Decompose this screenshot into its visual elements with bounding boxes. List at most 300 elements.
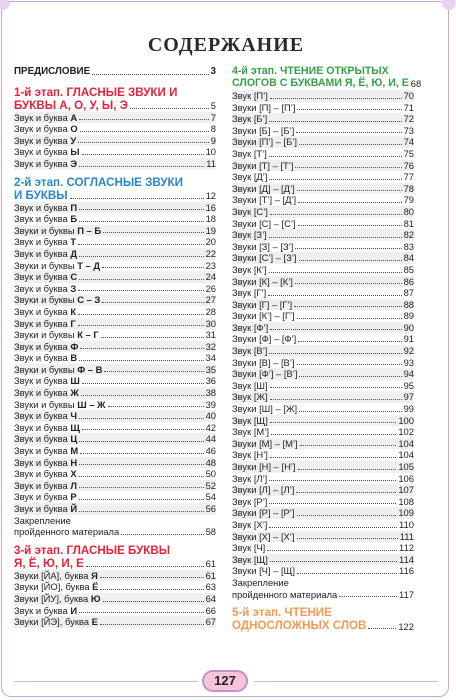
toc-entry[interactable] bbox=[232, 484, 414, 496]
toc-entry-letter: Ф – В bbox=[77, 363, 103, 375]
toc-entry-label: Звуки [Р] – [Р’] bbox=[232, 507, 295, 519]
toc-entry[interactable] bbox=[232, 310, 414, 322]
toc-entry[interactable] bbox=[14, 468, 216, 480]
toc-page-number: 122 bbox=[398, 620, 414, 632]
dot-leader bbox=[269, 121, 401, 122]
dot-leader bbox=[297, 364, 402, 365]
toc-entry-label: Звуки [С] – [С’] bbox=[232, 217, 296, 229]
dot-leader bbox=[268, 295, 401, 296]
page-number-badge: 127 bbox=[202, 670, 248, 692]
toc-entry[interactable] bbox=[14, 445, 216, 457]
toc-entry-text: Звук и буква bbox=[14, 387, 71, 399]
toc-entry[interactable] bbox=[14, 480, 216, 492]
corner-ornament-top-right bbox=[442, 0, 456, 10]
toc-entry-letter: Е bbox=[91, 616, 98, 628]
toc-entry-text: Звук и буква bbox=[14, 352, 71, 364]
toc-entry[interactable] bbox=[14, 616, 216, 628]
toc-page-number: 48 bbox=[205, 456, 216, 468]
dot-leader bbox=[79, 499, 204, 500]
toc-entry-label bbox=[14, 158, 77, 170]
toc-entry-label: Звуки [Ф] – [Ф’] bbox=[232, 333, 297, 345]
toc-entry[interactable] bbox=[14, 410, 216, 422]
toc-entry[interactable] bbox=[232, 136, 414, 148]
footer-rule-left bbox=[14, 681, 198, 682]
toc-page-number: 106 bbox=[398, 472, 414, 484]
toc-entry[interactable] bbox=[232, 461, 414, 473]
toc-page-number: 52 bbox=[205, 479, 216, 491]
toc-page-number: 73 bbox=[403, 124, 414, 136]
toc-entry-text: Звук и буква bbox=[14, 410, 71, 422]
toc-entry[interactable] bbox=[232, 403, 414, 415]
toc-page-number: 81 bbox=[403, 217, 414, 229]
toc-page-number: 23 bbox=[205, 259, 216, 271]
toc-page-number: 8 bbox=[210, 123, 216, 135]
toc-entry[interactable] bbox=[14, 375, 216, 387]
toc-entry-label bbox=[14, 225, 101, 237]
toc-entry-text: Звук и буква bbox=[14, 134, 71, 146]
review-entry[interactable] bbox=[14, 526, 216, 538]
dot-leader bbox=[79, 476, 204, 477]
toc-entry-text: Звуки и буквы bbox=[14, 294, 78, 306]
page-title: СОДЕРЖАНИЕ bbox=[147, 34, 305, 56]
section-heading-row[interactable] bbox=[14, 544, 216, 557]
dot-leader bbox=[270, 457, 396, 458]
toc-entry[interactable] bbox=[14, 112, 216, 124]
toc-entry-text: Звук и буква bbox=[14, 375, 71, 387]
toc-entry-label: Звук [Щ] bbox=[232, 553, 268, 565]
toc-page-number: 74 bbox=[403, 136, 414, 148]
toc-page-number: 30 bbox=[205, 317, 216, 329]
toc-page-number: 108 bbox=[398, 495, 414, 507]
toc-entry-label: Звуки [Т’] – [Д’] bbox=[232, 194, 297, 206]
dot-leader bbox=[101, 337, 204, 338]
dot-leader bbox=[297, 190, 402, 191]
toc-entry[interactable] bbox=[14, 158, 216, 170]
toc-entry-letter: П – Б bbox=[77, 224, 102, 236]
dot-leader bbox=[80, 453, 203, 454]
toc-entry-label bbox=[14, 445, 78, 457]
toc-entry[interactable] bbox=[232, 449, 414, 461]
toc-entry[interactable] bbox=[232, 542, 414, 554]
dot-leader bbox=[270, 399, 402, 400]
toc-entry[interactable] bbox=[14, 503, 216, 515]
toc-entry[interactable] bbox=[14, 399, 216, 411]
toc-entry[interactable] bbox=[232, 287, 414, 299]
toc-entry-label bbox=[14, 318, 76, 330]
review-entry-label: пройденного материала bbox=[14, 526, 120, 538]
toc-entry[interactable] bbox=[232, 345, 414, 357]
toc-entry-label bbox=[14, 457, 77, 469]
toc-entry-label: Звуки [Д] – [Д’] bbox=[232, 182, 295, 194]
toc-entry-preface[interactable] bbox=[14, 66, 216, 78]
dot-leader bbox=[103, 232, 203, 233]
toc-entry[interactable] bbox=[14, 283, 216, 295]
toc-page-number: 104 bbox=[398, 449, 414, 461]
toc-entry-label: Звуки [Л] – [Л’] bbox=[232, 484, 295, 496]
dot-leader bbox=[79, 256, 204, 257]
dot-leader bbox=[269, 480, 396, 481]
toc-entry-label bbox=[14, 112, 77, 124]
toc-entry-label bbox=[14, 123, 78, 135]
toc-entry-text: Звук и буква bbox=[14, 247, 71, 259]
toc-entry-letter: С bbox=[70, 271, 78, 283]
toc-entry-text: Звук и буква bbox=[14, 479, 71, 491]
toc-page-number: 40 bbox=[205, 410, 216, 422]
toc-entry-text: Звук и буква bbox=[14, 445, 71, 457]
toc-entry-letter: К bbox=[70, 305, 77, 317]
dot-leader bbox=[78, 325, 204, 326]
toc-entry[interactable] bbox=[232, 160, 414, 172]
toc-entry[interactable] bbox=[232, 90, 414, 102]
toc-entry-text: Звук и буква bbox=[14, 340, 71, 352]
toc-entry[interactable] bbox=[14, 605, 216, 617]
toc-entry-text: Звук и буква bbox=[14, 317, 71, 329]
toc-entry-text: Звук и буква bbox=[14, 421, 71, 433]
toc-page-number: 77 bbox=[403, 171, 414, 183]
toc-entry-label: Звук [Ч] bbox=[232, 542, 266, 554]
toc-entry[interactable] bbox=[14, 364, 216, 376]
toc-entry[interactable] bbox=[232, 333, 414, 345]
toc-entry-letter: Й bbox=[70, 503, 78, 514]
toc-entry[interactable] bbox=[232, 519, 414, 531]
toc-entry[interactable] bbox=[232, 229, 414, 241]
toc-entry-text: Звуки и буквы bbox=[14, 259, 78, 271]
toc-page-number: 68 bbox=[410, 78, 422, 90]
toc-entry[interactable] bbox=[232, 438, 414, 450]
dot-leader bbox=[298, 225, 402, 226]
toc-entry[interactable] bbox=[232, 496, 414, 508]
toc-entry[interactable] bbox=[14, 123, 216, 135]
toc-page-number: 76 bbox=[403, 159, 414, 171]
toc-entry[interactable] bbox=[232, 380, 414, 392]
toc-entry[interactable] bbox=[232, 218, 414, 230]
toc-entry-label: Звук [П’] bbox=[232, 90, 268, 101]
toc-page-number: 26 bbox=[205, 282, 216, 294]
toc-entry-label bbox=[14, 375, 80, 387]
toc-page-number: 10 bbox=[205, 146, 216, 158]
dot-leader bbox=[78, 314, 204, 315]
dot-leader bbox=[121, 534, 203, 535]
toc-entry-text: Звуки и буквы bbox=[14, 329, 78, 341]
toc-page-number: 107 bbox=[398, 484, 414, 496]
review-entry-line1[interactable]: Закрепление bbox=[14, 514, 71, 526]
dot-leader bbox=[130, 108, 209, 109]
toc-entry-text: Звуки [ЙУ], буква bbox=[14, 592, 91, 604]
toc-entry[interactable] bbox=[14, 352, 216, 364]
toc-entry[interactable] bbox=[14, 341, 216, 353]
toc-entry-label: Звуки [П’] – [Б’] bbox=[232, 136, 297, 148]
toc-entry-letter: О bbox=[70, 123, 78, 135]
toc-entry[interactable] bbox=[14, 260, 216, 272]
toc-entry[interactable] bbox=[14, 581, 216, 593]
toc-entry-letter: Щ bbox=[70, 421, 80, 433]
toc-entry-text: Звук и буква bbox=[14, 236, 71, 248]
toc-section-1 bbox=[14, 86, 216, 170]
section-heading-row[interactable] bbox=[14, 86, 216, 99]
toc-entry-letter: Р bbox=[70, 491, 77, 503]
toc-page-number: 46 bbox=[205, 445, 216, 457]
toc-entry[interactable] bbox=[14, 213, 216, 225]
toc-page-number: 86 bbox=[403, 275, 414, 287]
dot-leader bbox=[78, 290, 203, 291]
toc-page-number: 61 bbox=[205, 569, 216, 581]
toc-entry-label bbox=[14, 271, 77, 283]
toc-page-number: 12 bbox=[205, 189, 216, 201]
toc-entry[interactable] bbox=[232, 473, 414, 485]
dot-leader bbox=[270, 561, 397, 562]
section-heading-cont: СЛОГОВ С БУКВАМИ Я, Ё, Ю, И, Е bbox=[232, 77, 409, 89]
toc-page-number: 91 bbox=[403, 333, 414, 345]
toc-entry-label bbox=[14, 260, 100, 272]
toc-entry[interactable] bbox=[14, 422, 216, 434]
toc-entry[interactable] bbox=[232, 252, 414, 264]
dot-leader bbox=[295, 167, 401, 168]
dot-leader bbox=[81, 395, 204, 396]
toc-entry[interactable] bbox=[232, 194, 414, 206]
toc-entry-letter: М bbox=[70, 445, 79, 457]
toc-entry-letter: И bbox=[70, 604, 78, 616]
toc-entry[interactable] bbox=[232, 276, 414, 288]
toc-page-number: 100 bbox=[398, 414, 414, 426]
toc-entry-letter: Г bbox=[70, 317, 76, 329]
toc-entry[interactable] bbox=[232, 125, 414, 137]
toc-page-number: 7 bbox=[210, 111, 216, 123]
toc-page-number: 95 bbox=[403, 379, 414, 391]
toc-entry-label: Звук [Т’] bbox=[232, 147, 267, 159]
toc-entry-letter: Н bbox=[70, 456, 78, 468]
toc-page-number: 87 bbox=[403, 287, 414, 299]
toc-page-number: 64 bbox=[205, 592, 216, 604]
toc-page-number: 58 bbox=[205, 526, 216, 538]
toc-page-number: 44 bbox=[205, 433, 216, 445]
toc-entry[interactable] bbox=[14, 202, 216, 214]
section-heading: 1-й этап. ГЛАСНЫЕ ЗВУКИ И bbox=[14, 85, 178, 99]
dot-leader bbox=[296, 492, 396, 493]
dot-leader bbox=[79, 166, 204, 167]
toc-entry-label: Звуки [Б] – [Б’] bbox=[232, 124, 295, 136]
toc-page-number: 92 bbox=[403, 345, 414, 357]
toc-entry-letter: З bbox=[70, 282, 77, 294]
toc-page-number: 34 bbox=[205, 352, 216, 364]
dot-leader bbox=[297, 318, 402, 319]
toc-page-number: 5 bbox=[210, 100, 216, 111]
section-heading: 4-й этап. ЧТЕНИЕ ОТКРЫТЫХ bbox=[232, 65, 389, 77]
toc-page-number: 84 bbox=[403, 252, 414, 264]
toc-entry[interactable] bbox=[232, 241, 414, 253]
toc-page-number: 83 bbox=[403, 240, 414, 252]
toc-page-number: 70 bbox=[403, 90, 414, 101]
toc-entry[interactable] bbox=[232, 357, 414, 369]
toc-entry-letter: С – З bbox=[77, 294, 101, 306]
toc-entry[interactable] bbox=[14, 457, 216, 469]
toc-entry-label: Звук [Ж] bbox=[232, 391, 268, 403]
toc-page-number: 90 bbox=[403, 321, 414, 333]
review-entry-line1[interactable]: Закрепление bbox=[232, 576, 289, 588]
dot-leader bbox=[270, 98, 402, 99]
toc-entry-label: Звук [Р’] bbox=[232, 495, 268, 507]
section-heading-cont: И БУКВЫ bbox=[14, 188, 68, 202]
toc-entry-text: Звук и буква bbox=[14, 282, 71, 294]
toc-entry-label: Звук [Б’] bbox=[232, 113, 268, 125]
toc-entry-label bbox=[14, 135, 76, 147]
toc-entry[interactable] bbox=[14, 318, 216, 330]
toc-entry-letter: Э bbox=[70, 157, 77, 169]
section-heading-row[interactable] bbox=[14, 557, 216, 570]
dot-leader bbox=[86, 566, 204, 567]
toc-entry[interactable] bbox=[232, 507, 414, 519]
toc-entry-label: Звуки [К’] – [Г’] bbox=[232, 310, 295, 322]
toc-entry-label: Звук [Щ] bbox=[232, 414, 268, 426]
dot-leader bbox=[108, 406, 204, 407]
toc-entry[interactable] bbox=[232, 171, 414, 183]
toc-entry[interactable] bbox=[14, 236, 216, 248]
toc-entry[interactable] bbox=[14, 491, 216, 503]
toc-entry-label: Звуки [Г] – [Г’] bbox=[232, 298, 293, 310]
toc-entry[interactable] bbox=[14, 271, 216, 283]
review-entry[interactable] bbox=[232, 589, 414, 601]
toc-entry[interactable] bbox=[14, 433, 216, 445]
toc-entry-text: Звук и буква bbox=[14, 271, 71, 283]
dot-leader bbox=[299, 411, 401, 412]
toc-page-number: 114 bbox=[399, 553, 414, 565]
toc-entry[interactable] bbox=[14, 306, 216, 318]
toc-entry[interactable] bbox=[232, 322, 414, 334]
toc-entry-label bbox=[14, 306, 76, 318]
toc-entry-label: Звуки [С’] – [З’] bbox=[232, 252, 297, 264]
section-heading-row[interactable] bbox=[232, 606, 414, 619]
toc-entry[interactable] bbox=[14, 329, 216, 341]
toc-page-number: 16 bbox=[205, 201, 216, 213]
toc-entry[interactable] bbox=[232, 102, 414, 114]
toc-entry-text: Звук и буква bbox=[14, 456, 71, 468]
dot-leader bbox=[297, 573, 397, 574]
toc-page-number: 63 bbox=[205, 581, 216, 593]
toc-entry-label bbox=[14, 283, 76, 295]
toc-entry[interactable] bbox=[232, 415, 414, 427]
toc-page-number: 39 bbox=[205, 398, 216, 410]
dot-leader bbox=[269, 353, 401, 354]
dot-leader bbox=[79, 279, 203, 280]
toc-entry[interactable] bbox=[14, 135, 216, 147]
dot-leader bbox=[79, 119, 209, 120]
toc-entry[interactable] bbox=[14, 593, 216, 605]
toc-page-number: 97 bbox=[403, 391, 414, 403]
toc-page-number: 50 bbox=[205, 468, 216, 480]
toc-page-number: 112 bbox=[399, 542, 414, 554]
toc-entry-label: Звук [Д’] bbox=[232, 171, 268, 183]
toc-entry-letter: Т – Д bbox=[77, 259, 101, 271]
toc-entry[interactable] bbox=[232, 426, 414, 438]
dot-leader bbox=[79, 441, 203, 442]
section-heading-row[interactable] bbox=[14, 99, 216, 112]
section-heading-row[interactable] bbox=[232, 77, 422, 90]
toc-entry[interactable] bbox=[232, 368, 414, 380]
dot-leader bbox=[296, 132, 401, 133]
toc-entry[interactable] bbox=[232, 148, 414, 160]
toc-entry-label bbox=[14, 329, 99, 341]
toc-entry[interactable] bbox=[14, 570, 216, 582]
toc-entry[interactable] bbox=[232, 264, 414, 276]
toc-entry-label: Звук [Х’] bbox=[232, 518, 268, 530]
dot-leader bbox=[70, 198, 204, 199]
toc-entry-label bbox=[14, 364, 102, 376]
toc-page-number: 35 bbox=[205, 363, 216, 375]
section-heading-row[interactable] bbox=[232, 619, 414, 632]
toc-entry-text: Звук и буква bbox=[14, 111, 71, 123]
toc-entry-label bbox=[14, 248, 77, 260]
section-heading-row[interactable] bbox=[14, 189, 216, 202]
section-items bbox=[14, 112, 216, 170]
toc-page-number: 75 bbox=[403, 147, 414, 159]
section-heading-cont: БУКВЫ А, О, У, Ы, Э bbox=[14, 98, 128, 112]
toc-page-number: 80 bbox=[403, 205, 414, 217]
toc-entry-letter: Ш bbox=[70, 375, 80, 387]
review-entry-label: пройденного материала bbox=[232, 588, 338, 600]
toc-entry-label bbox=[14, 468, 77, 480]
toc-entry[interactable] bbox=[232, 206, 414, 218]
dot-leader bbox=[267, 550, 397, 551]
toc-page-number: 79 bbox=[403, 194, 414, 206]
toc-entry[interactable] bbox=[232, 391, 414, 403]
toc-entry-letter: Я bbox=[91, 569, 98, 581]
toc-entry[interactable] bbox=[14, 294, 216, 306]
toc-entry-letter: Ы bbox=[70, 146, 80, 158]
toc-page-number: 116 bbox=[399, 565, 414, 577]
toc-entry-label: Звуки [З] – [З’] bbox=[232, 240, 294, 252]
toc-entry-text: Звуки и буквы bbox=[14, 224, 78, 236]
toc-entry-letter: Д bbox=[70, 247, 78, 259]
toc-entry[interactable] bbox=[232, 299, 414, 311]
toc-entry[interactable] bbox=[232, 183, 414, 195]
dot-leader bbox=[294, 306, 401, 307]
toc-page-number: 109 bbox=[398, 507, 414, 519]
toc-page-number: 36 bbox=[205, 375, 216, 387]
toc-page-number: 24 bbox=[205, 271, 216, 283]
toc-entry[interactable] bbox=[232, 565, 414, 577]
dot-leader bbox=[298, 469, 397, 470]
toc-entry-label: Звуки [К] – [К’] bbox=[232, 275, 293, 287]
toc-entry[interactable] bbox=[232, 531, 414, 543]
toc-entry-label: Звуки [Х] – [Х’] bbox=[232, 530, 295, 542]
toc-entry-label: Звуки [В] – [В’] bbox=[232, 356, 295, 368]
toc-entry-label bbox=[14, 491, 77, 503]
section-heading-row[interactable] bbox=[14, 176, 216, 189]
toc-entry-text: Звук и буква bbox=[14, 146, 71, 158]
toc-right-column bbox=[232, 65, 422, 633]
toc-page-number: 89 bbox=[403, 310, 414, 322]
toc-entry[interactable] bbox=[232, 113, 414, 125]
toc-page-number: 20 bbox=[205, 236, 216, 248]
dot-leader bbox=[92, 74, 208, 75]
toc-entry[interactable] bbox=[232, 554, 414, 566]
toc-page-number: 54 bbox=[205, 491, 216, 503]
toc-entry-letter: Ё bbox=[92, 581, 99, 593]
dot-leader bbox=[299, 260, 402, 261]
toc-entry[interactable] bbox=[14, 248, 216, 260]
toc-page-number: 11 bbox=[206, 157, 216, 169]
toc-entry[interactable] bbox=[14, 146, 216, 158]
toc-page-number: 105 bbox=[398, 461, 414, 472]
dot-leader bbox=[269, 527, 397, 528]
toc-entry-letter: В bbox=[70, 352, 78, 364]
toc-entry-label: Звук [В’] bbox=[232, 345, 268, 357]
toc-entry[interactable] bbox=[14, 225, 216, 237]
toc-entry-text: Звук и буква bbox=[14, 213, 71, 225]
toc-entry[interactable] bbox=[14, 387, 216, 399]
dot-leader bbox=[102, 267, 204, 268]
dot-leader bbox=[368, 628, 396, 629]
dot-leader bbox=[100, 589, 203, 590]
